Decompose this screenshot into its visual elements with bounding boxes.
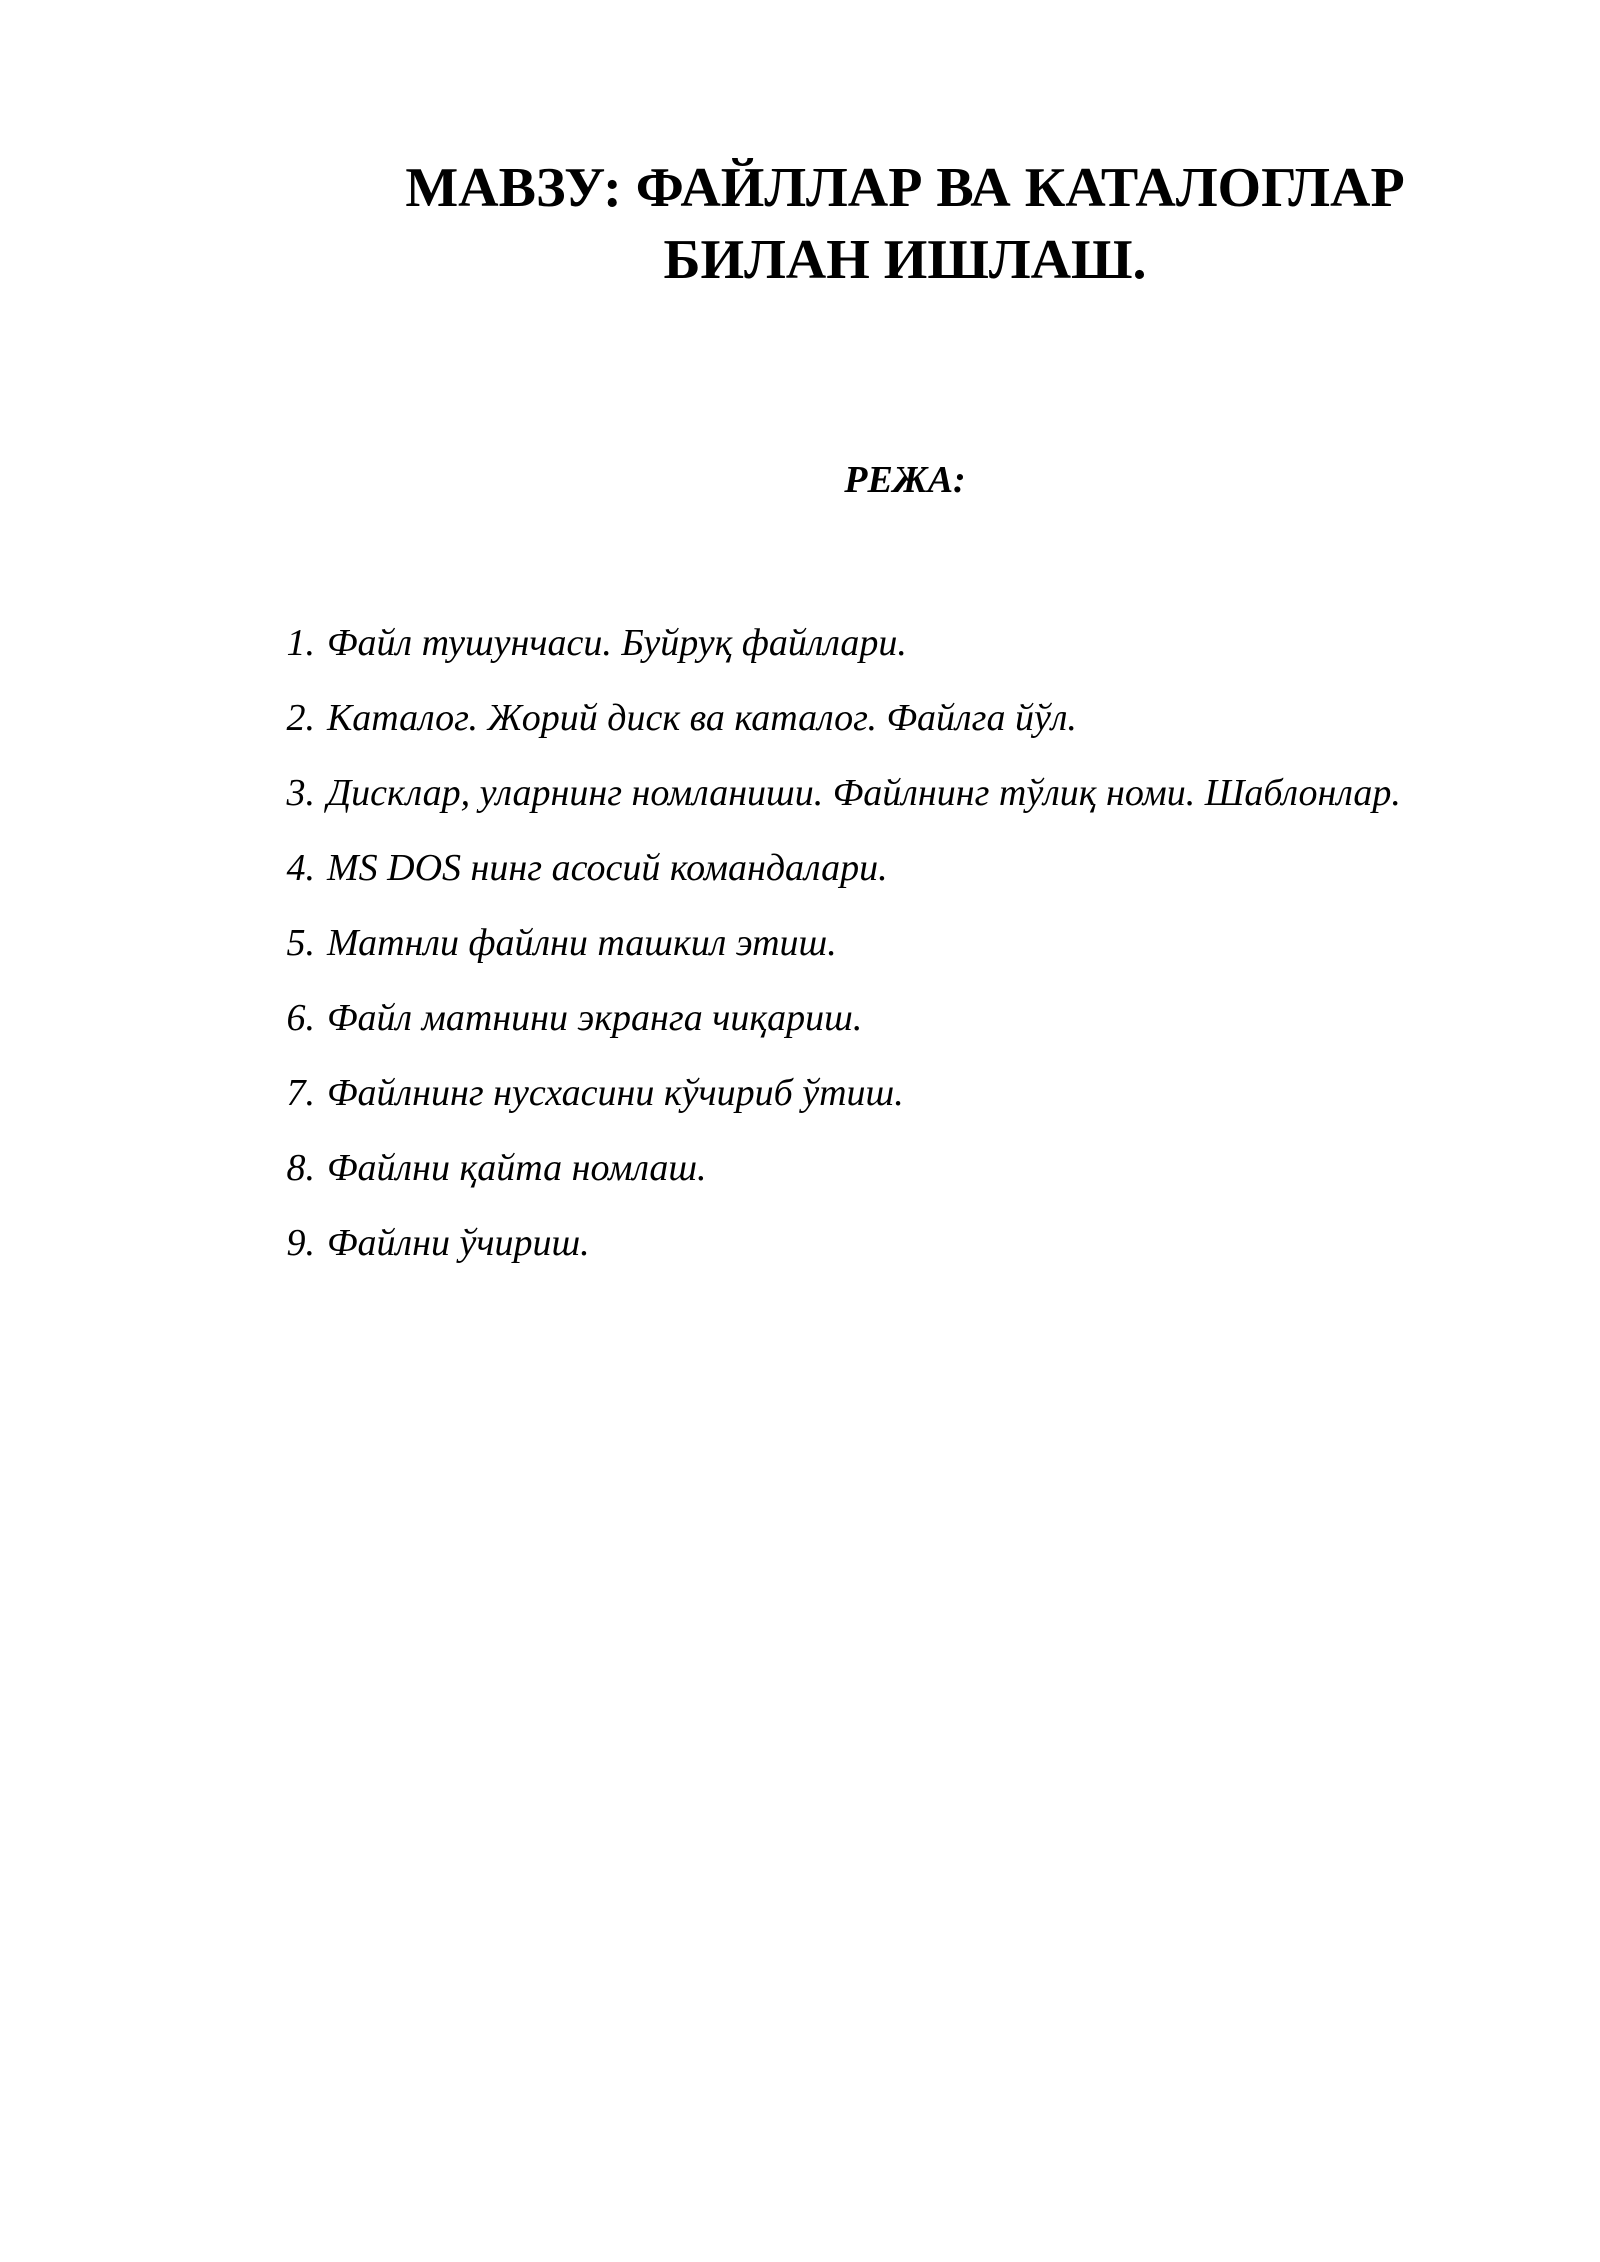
document-title-line-1: МАВЗУ: ФАЙЛЛАР ВА КАТАЛОГЛАР <box>405 157 1405 219</box>
plan-item-text: MS DOS нинг асосий командалари. <box>327 847 888 889</box>
plan-item-number: 7. <box>286 1072 315 1114</box>
plan-heading: РЕЖА: <box>844 459 966 501</box>
plan-item-4 <box>262 831 1442 906</box>
plan-item-text: Файл тушунчаси. Буйруқ файллари. <box>327 622 907 664</box>
plan-item-text: Файлни ўчириш. <box>327 1222 590 1264</box>
plan-item-number: 9. <box>286 1222 315 1264</box>
plan-item-number: 8. <box>286 1147 315 1189</box>
plan-item-2 <box>262 681 1442 756</box>
plan-item-number: 3. <box>286 772 315 814</box>
plan-item-number: 4. <box>286 847 315 889</box>
plan-item-9 <box>262 1206 1442 1281</box>
plan-item-5 <box>262 906 1442 981</box>
plan-item-8 <box>262 1131 1442 1206</box>
plan-item-number: 2. <box>286 697 315 739</box>
plan-item-7 <box>262 1056 1442 1131</box>
plan-item-text: Дисклар, уларнинг номланиши. Файлнинг тўлиқ номи. Шаблонлар. <box>327 772 1401 814</box>
plan-item-6 <box>262 981 1442 1056</box>
document-title-line-2: БИЛАН ИШЛАШ. <box>663 229 1147 291</box>
plan-item-text: Файлни қайта номлаш. <box>327 1147 707 1189</box>
plan-item-number: 1. <box>286 622 315 664</box>
plan-item-text: Файлнинг нусхасини кўчириб ўтиш. <box>327 1072 904 1114</box>
plan-item-text: Файл матнини экранга чиқариш. <box>327 997 863 1039</box>
plan-item-text: Каталог. Жорий диск ва каталог. Файлга йўл. <box>327 697 1077 739</box>
document-title <box>0 152 1600 296</box>
plan-item-number: 5. <box>286 922 315 964</box>
plan-item-3 <box>262 756 1442 831</box>
plan-item-number: 6. <box>286 997 315 1039</box>
plan-list <box>262 606 1442 1281</box>
plan-item-text: Матнли файлни ташкил этиш. <box>327 922 837 964</box>
plan-item-1 <box>262 606 1442 681</box>
